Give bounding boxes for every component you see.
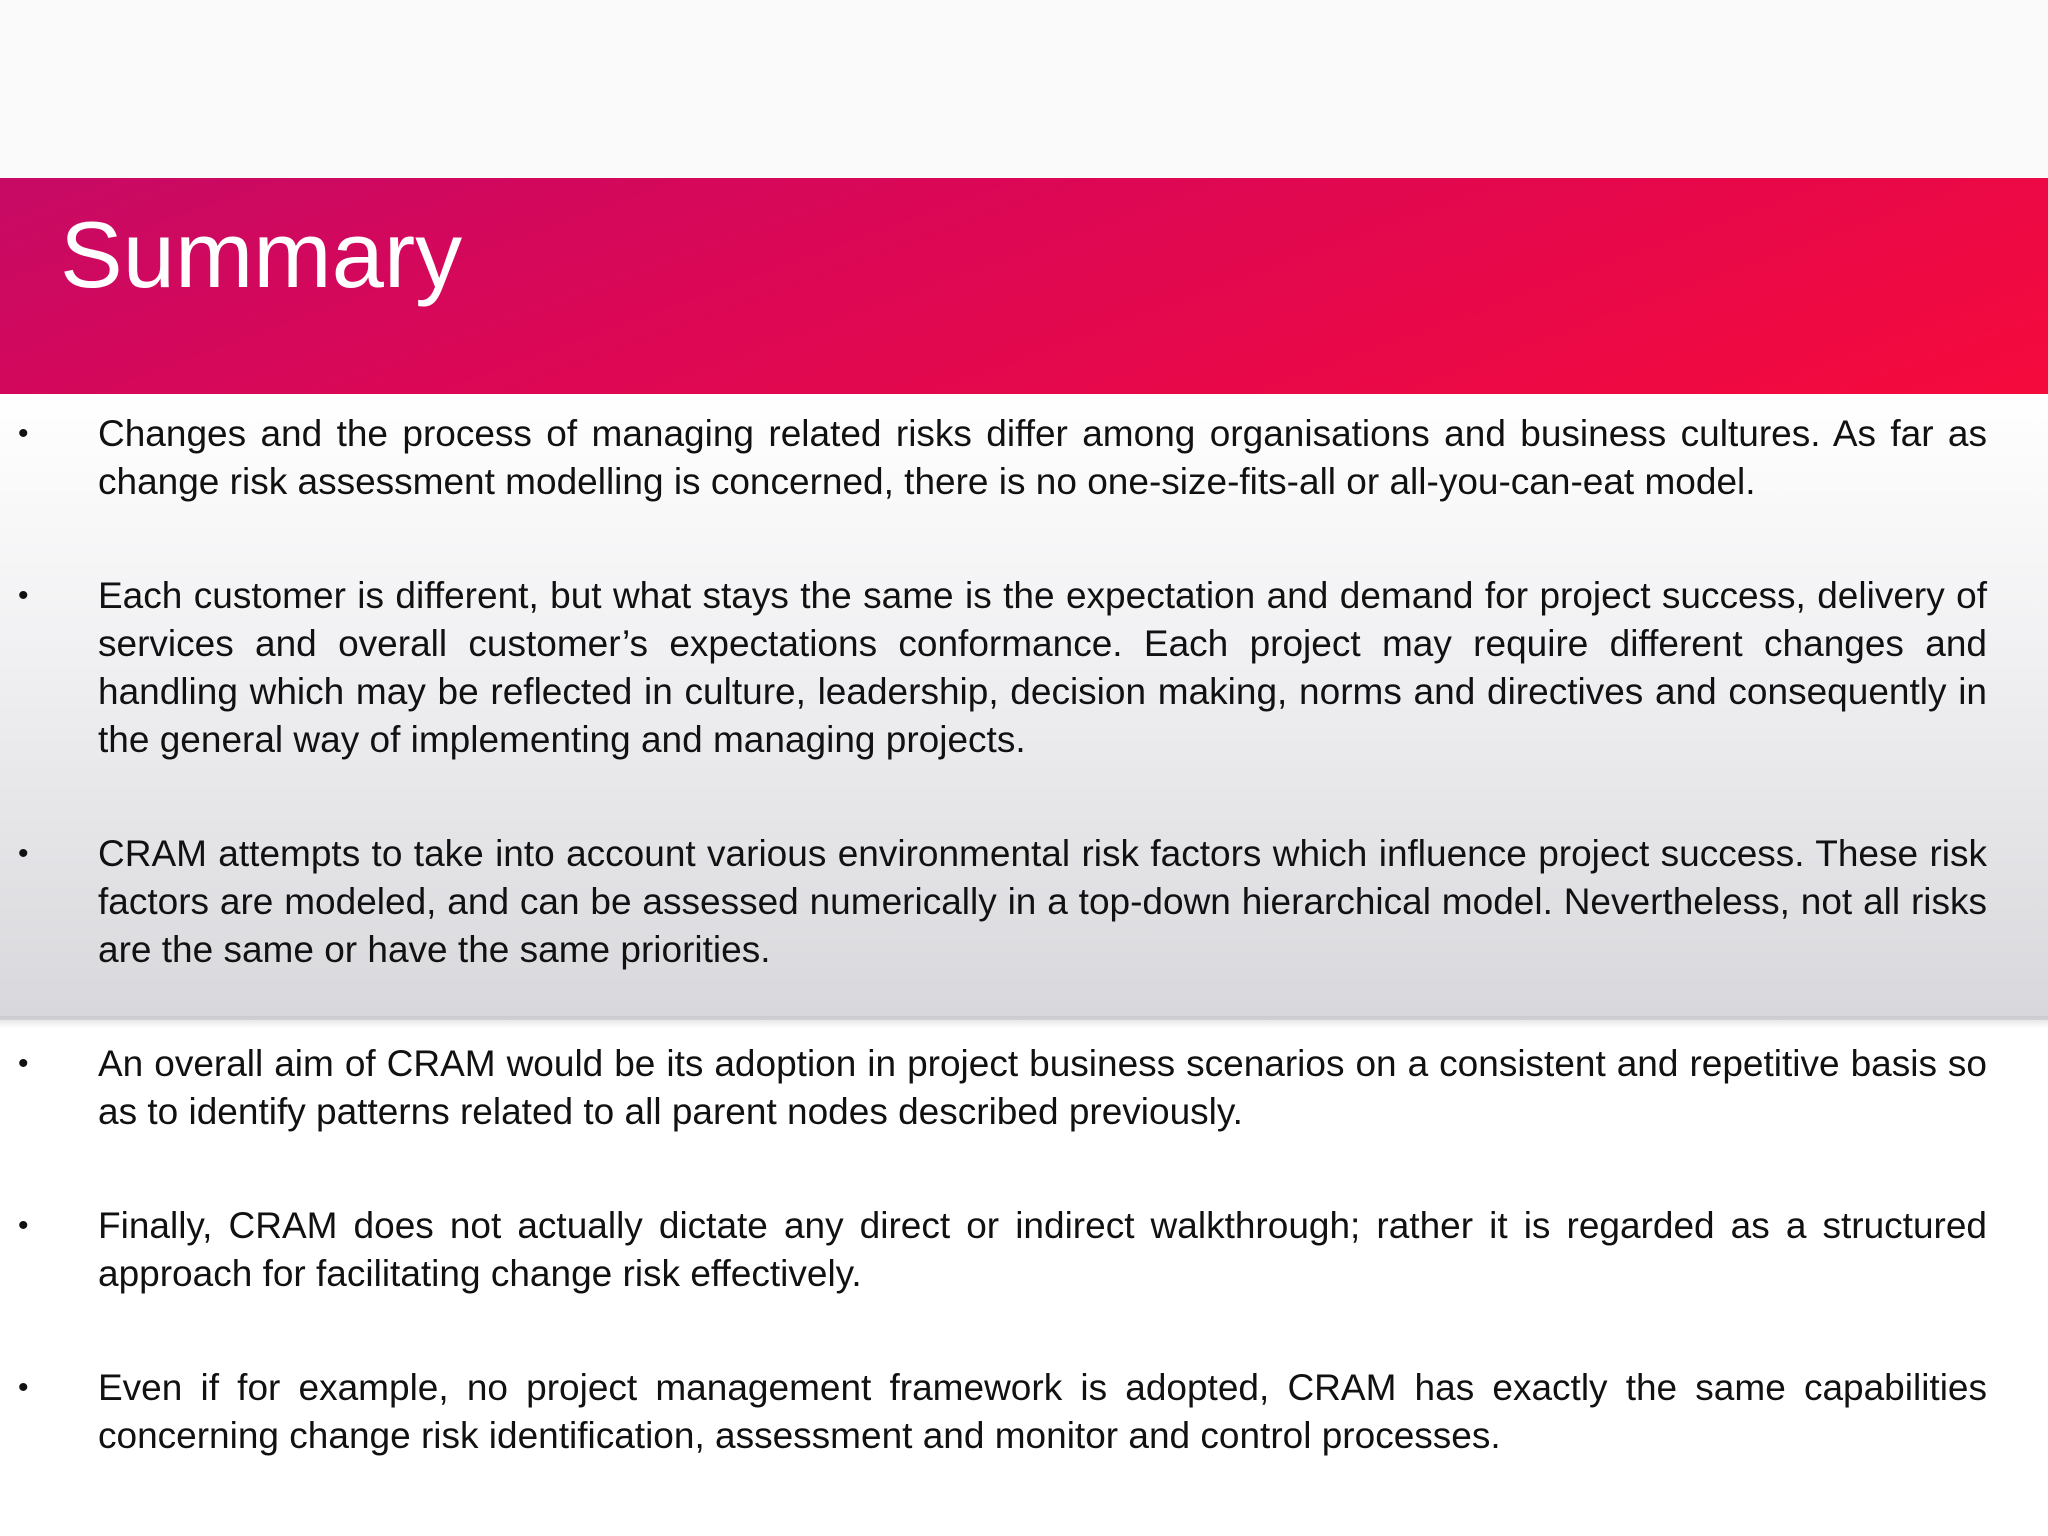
bullet-text: An overall aim of CRAM would be its adoption in project business scenarios on a consistent and repetitive basis so as to identify patterns related to all parent nodes described previously. xyxy=(98,1043,1987,1132)
slide-body-shadow xyxy=(0,1016,2048,1028)
bullet-marker: • xyxy=(18,579,29,612)
bullet-marker: • xyxy=(18,837,29,870)
bullet-text: Finally, CRAM does not actually dictate any direct or indirect walkthrough; rather it is regarded as a structured approach for facilitating change risk effectively. xyxy=(98,1205,1987,1294)
bullet-marker: • xyxy=(18,1371,29,1404)
slide-top-background xyxy=(0,0,2048,180)
bullet-marker: • xyxy=(18,1047,29,1080)
bullet-text: Even if for example, no project management framework is adopted, CRAM has exactly the same capabilities concerning change risk identification, assessment and monitor and control processes. xyxy=(98,1367,1987,1456)
slide-title: Summary xyxy=(60,202,463,307)
bullet-text: Changes and the process of managing related risks differ among organisations and business cultures. As far as change risk assessment modelling is concerned, there is no one-size-fits-all or all-you-can-eat model. xyxy=(98,413,1987,502)
bullet-text: Each customer is different, but what stays the same is the expectation and demand for project success, delivery of services and overall customer’s expectations conformance. Each project may require different changes and handling which may be reflected in culture, leadership, decision making, norms and directives and consequently in the general way of implementing and managing projects. xyxy=(98,575,1987,760)
bullet-marker: • xyxy=(18,417,29,450)
bullet-text: CRAM attempts to take into account various environmental risk factors which influence project success. These risk factors are modeled, and can be assessed numerically in a top-down hierarchical model. Nevertheless, not all risks are the same or have the same priorities. xyxy=(98,833,1987,970)
bullet-marker: • xyxy=(18,1209,29,1242)
